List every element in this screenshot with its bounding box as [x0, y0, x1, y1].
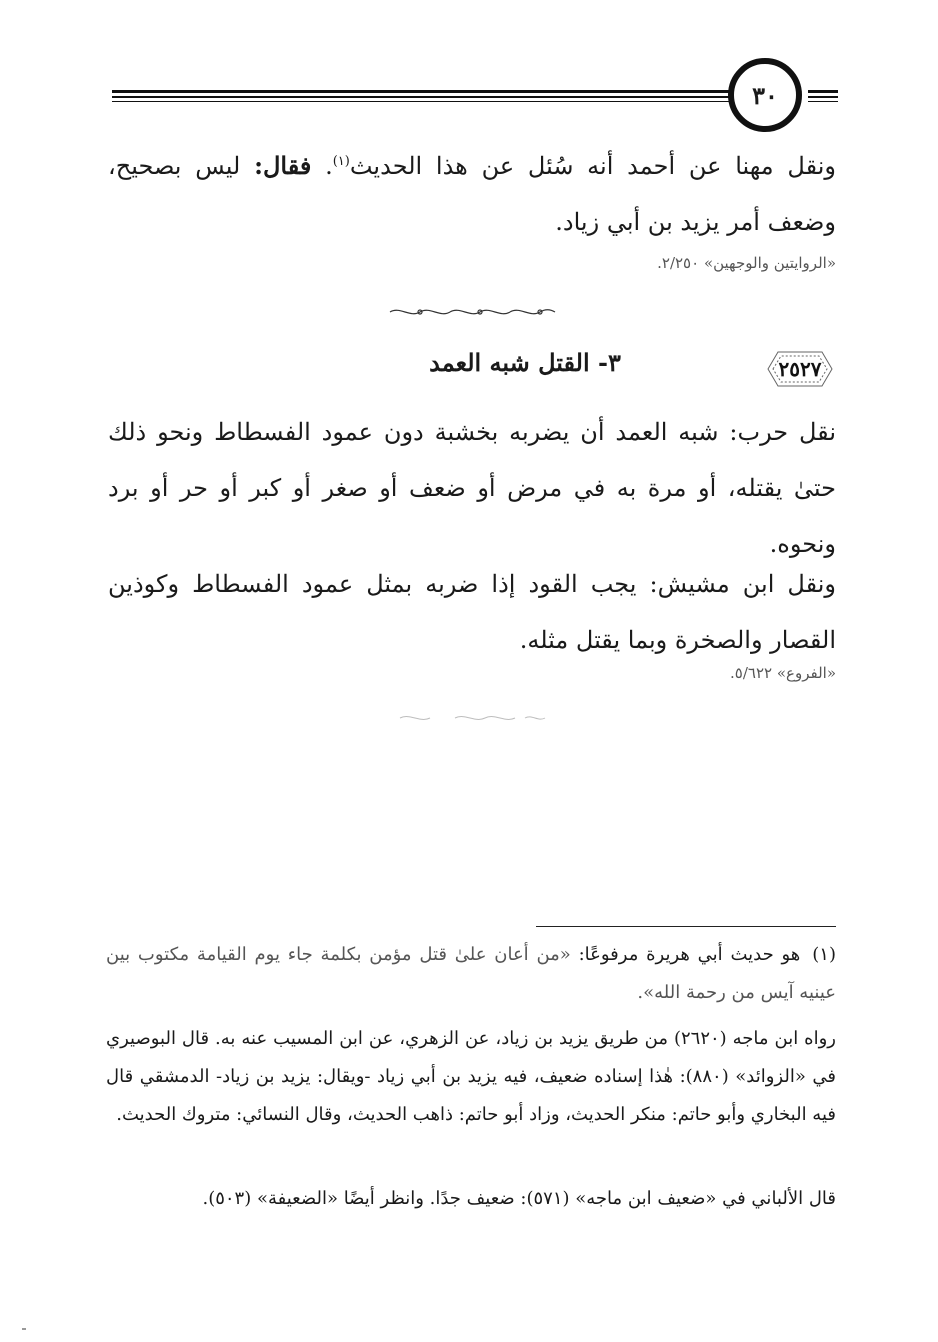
footnote-hadith [106, 936, 836, 1012]
footnote-albani: قال الألباني في «ضعيف ابن ماجه» (٥٧١): ضعيف جدًا. وانظر أيضًا «الضعيفة» (٥٠٣). [202, 1188, 836, 1209]
intro-rest: ليس بصحيح، وضعف أمر يزيد بن أبي زياد. [108, 152, 836, 236]
scan-speck [22, 1328, 26, 1330]
citation-source-2: «الفروع» ٥/٦٢٢. [730, 664, 836, 682]
ornament-divider-icon [360, 306, 580, 318]
citation-source-1: «الروايتين والوجهين» ٢/٢٥٠. [657, 254, 836, 272]
footnote-hadith-intro: هو حديث أبي هريرة مرفوعًا: [570, 944, 801, 965]
header-rule [112, 86, 764, 106]
footnote-takhrij: رواه ابن ماجه (٢٦٢٠) من طريق يزيد بن زياد، عن الزهري، عن ابن المسيب عنه به. قال البوصيري في «الزوائد» (٨٨٠): هٰذا إسناده ضعيف، فيه يزيد بن أبي زياد -ويقال: يزيد بن زياد- الدمشقي قال فيه البخاري وأبو حاتم: منكر الحديث، وزاد أبو حاتم: ذاهب الحديث، وقال النسائي: متروك الحديث. [106, 1028, 837, 1125]
footnote-number: (١) [812, 944, 836, 965]
intro-said: فقال: [254, 151, 312, 180]
intro-lead: ونقل مهنا عن أحمد أنه سُئل عن هذا الحديث [349, 152, 836, 180]
faint-ornament-divider-icon [360, 712, 580, 724]
intro-paragraph [108, 138, 836, 250]
entry-number: ٢٥٢٧ [778, 357, 822, 381]
footnote-separator [536, 926, 836, 927]
paragraph-harb: نقل حرب: شبه العمد أن يضربه بخشبة دون عمود الفسطاط ونحو ذلك حتىٰ يقتله، أو مرة به في مرض أو ضعف أو صغر أو كبر أو حر أو برد ونحوه. [108, 418, 837, 558]
section-heading: ٣- القتل شبه العمد [429, 348, 621, 377]
intro-sep: . [311, 152, 333, 180]
footnote-ref[interactable]: (١) [332, 154, 350, 169]
paragraph-mushaysh: ونقل ابن مشيش: يجب القود إذا ضربه بمثل عمود الفسطاط وكوذين القصار والصخرة وبما يقتل مثله. [108, 570, 836, 654]
entry-number-badge [764, 346, 836, 392]
footnote-hadith-text: «من أعان علىٰ قتل مؤمن بكلمة جاء يوم القيامة مكتوب بين عينيه آيس من رحمة الله». [106, 944, 836, 1003]
page-number: ٣٠ [728, 58, 802, 132]
header-rule-right [808, 86, 838, 106]
